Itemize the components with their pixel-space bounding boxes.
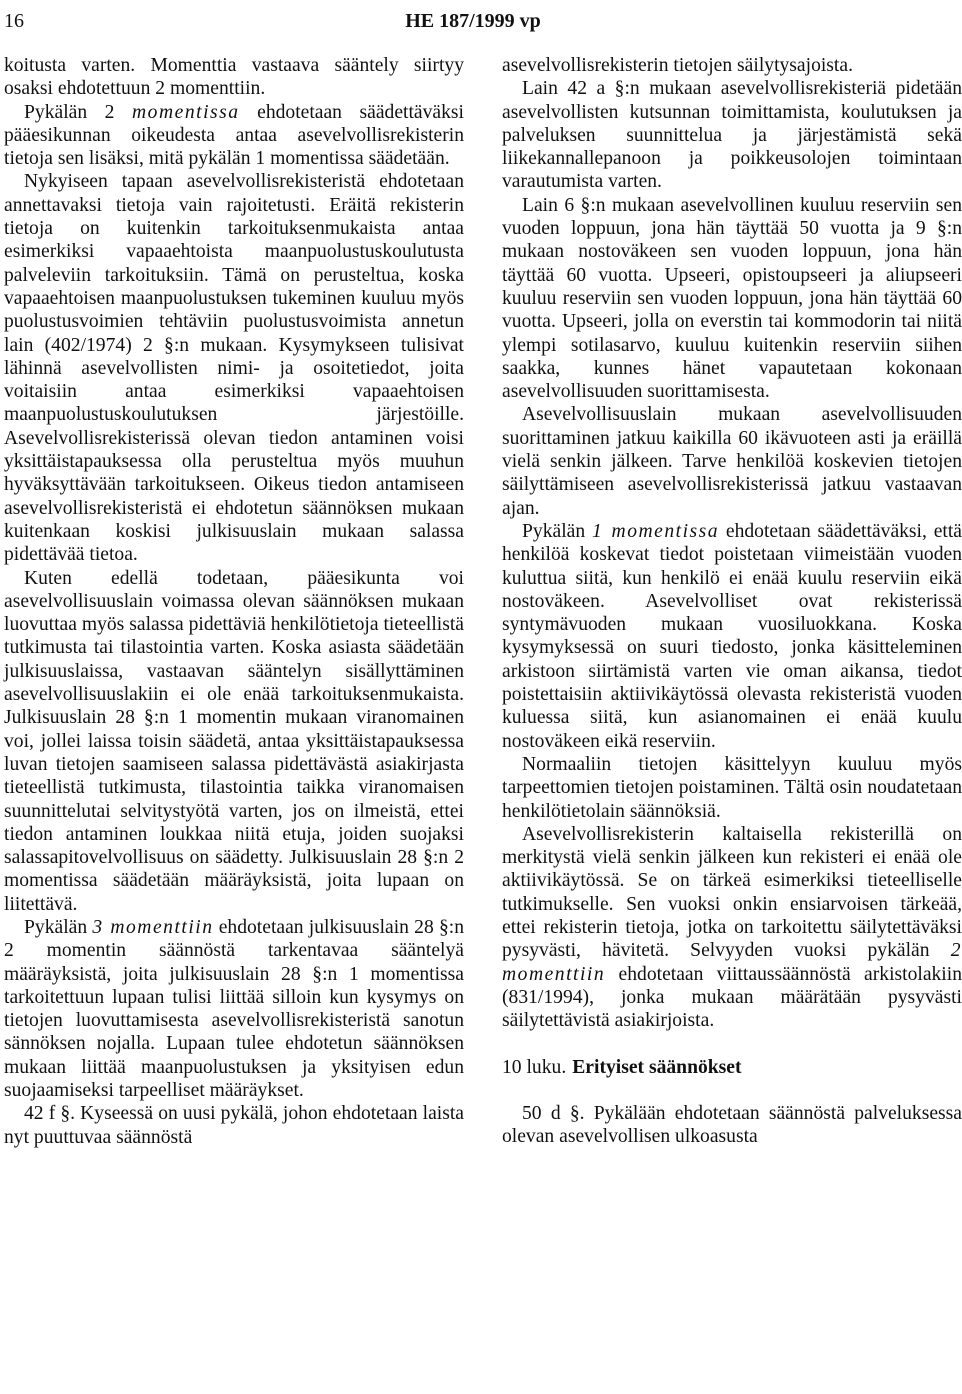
paragraph: asevelvollisrekisterin tietojen säilytysajoista. [502, 55, 853, 76]
chapter-number: 10 luku. [502, 1057, 567, 1079]
paragraph: Lain 42 a §:n mukaan asevelvollisrekisteriä pidetään asevelvollisten kutsunnan toimittamista, koulutuksen ja palveluksen suunnittelua ja järjestämistä sekä liikekannallepanoon ja poikkeusolojen toimintaan varautumista varten. [502, 78, 962, 193]
paragraph: Asevelvollisuuslain mukaan asevelvollisuuden suorittaminen jatkuu kaikilla 60 ikävuoteen asti ja eräillä vielä senkin jälkeen. Tarve henkilöä koskevien tietojen säilyttämiseen asevelvollisrekisterissä jatkuu vastaavan ajan. [502, 404, 962, 519]
paragraph: 50 d §. Pykälään ehdotetaan säännöstä palveluksessa olevan asevelvollisen ulkoasusta [502, 1102, 962, 1148]
paragraph: Lain 6 §:n mukaan asevelvollinen kuuluu reserviin sen vuoden loppuun, jona hän täyttää 50 vuotta ja 9 §:n mukaan nostoväkeen sen vuoden loppuun, jona hän täyttää 60 vuotta. Upseeri, opistoupseeri ja aliupseeri kuuluu reserviin sen vuoden loppuun, jona hän täyttää 60 vuotta. Upseeri, jolla on everstin tai kommodorin tai niitä ylempi sotilasarvo, kuuluu kuitenkin reserviin siihen saakka, kunnes hänet vapautetaan kokonaan asevelvollisuuden suorittamisesta. [502, 194, 962, 403]
paragraph [4, 101, 464, 171]
right-column [502, 54, 962, 1148]
paragraph [502, 823, 962, 1033]
chapter-heading [502, 1056, 962, 1079]
emphasis: 3 momenttiin [92, 916, 214, 938]
text-run: ehdotetaan säädettäväksi, että henkilöä koskevat tiedot poistetaan viimeistään vuoden kuluttua siitä, kun henkilö ei enää kuulu reserviin eikä nostoväkeen. Asevelvolliset ovat rekisterissä syntymävuoden mukaan vuosiluokkana. Koska kysymyksessä on suuri tiedosto, jonka käsitteleminen arkistoon siirtämistä varten vie oman aikansa, tiedot poistettaisiin aktiivikäytössä olevasta rekisteristä vuoden kuluessa siitä, kun asianomainen ei enää kuulu nostoväkeen eikä reserviin. [502, 520, 962, 752]
paragraph [4, 916, 464, 1102]
emphasis: momentissa [132, 101, 240, 123]
paragraph: 42 f §. Kyseessä on uusi pykälä, johon ehdotetaan laista nyt puuttuvaa säännöstä [4, 1103, 464, 1148]
page-number: 16 [4, 10, 24, 32]
text-run: ehdotetaan säädettäväksi pääesikunnan oikeudesta antaa asevelvollisrekisterin tietoja sen lisäksi, mitä pykälän 1 momentissa säädetään. [4, 101, 464, 170]
text-run: ehdotetaan julkisuuslain 28 §:n 2 momentin säännöstä tarkentavaa sääntelyä määräyksistä, joita julkisuuslain 28 §:n 1 momentissa tarkoitettuun lupaan tulisi liittää silloin kun kysymys on tietojen luovuttamisesta asevelvollisrekisteristä sanotun sännöksen nojalla. Lupaan tulee ehdotetun säännöksen mukaan liittää maanpuolustuksen ja yksityisen edun suojaamiseksi tarpeelliset määräykset. [4, 916, 464, 1102]
emphasis: 2 momenttiin [502, 940, 962, 985]
text-run: Asevelvollisrekisterin kaltaisella rekisterillä on merkitystä vielä senkin jälkeen kun rekisteri ei enää ole aktiivikäytössä. Se on tärkeä esimerkiksi tieteelliselle tutkimukselle. Sen vuoksi onkin ensiarvoisen tärkeää, ettei rekisterin tietoja, jotka on tarkoitettu säilytettäväksi pysyvästi, hävitetä. Selvyyden vuoksi pykälän [502, 823, 962, 962]
paragraph [502, 520, 962, 753]
text-run: Pykälän 2 [24, 101, 133, 123]
paragraph: Kuten edellä todetaan, pääesikunta voi asevelvollisuuslain voimassa olevan säännöksen mukaan luovuttaa myös salassa pidettäviä henkilötietoja tieteellistä tutkimusta tai tilastointia varten. Koska asiasta säädetään julkisuuslaissa, vastaavan sääntelyn sisällyttäminen asevelvollisuuslakiin ei ole enää tarkoituksenmukaista. Julkisuuslain 28 §:n 1 momentin mukaan viranomainen voi, jollei laissa toisin säädetä, antaa yksittäistapauksessa luvan tietojen saamiseen salassa pidettävästä asiakirjasta tieteellistä tutkimusta, tilastointia taikka viranomaisen suunnittelutai selvitystyötä varten, jos on ilmeistä, ettei tiedon antaminen loukkaa niitä etuja, joiden suojaksi salassapitovelvollisuus on säädetty. Julkisuuslain 28 §:n 2 momentissa säädetään määräyksistä, joita lupaan on liitettävä. [4, 567, 464, 915]
left-column [4, 54, 464, 1149]
page-header [0, 10, 946, 46]
text-run: Pykälän [522, 520, 592, 542]
chapter-title: Erityiset säännökset [572, 1057, 742, 1079]
paragraph: Normaaliin tietojen käsittelyyn kuuluu myös tarpeettomien tietojen poistaminen. Tältä osin noudatetaan henkilötietolain säännöksiä. [502, 753, 962, 822]
document-id: HE 187/1999 vp [405, 10, 541, 32]
paragraph: koitusta varten. Momenttia vastaava sääntely siirtyy osaksi ehdotettuun 2 momenttiin. [4, 55, 464, 100]
emphasis: 1 momentissa [591, 520, 720, 542]
text-run: ehdotetaan viittaussäännöstä arkistolakiin (831/1994), jonka mukaan määrätään pysyvästi säilytettävistä asiakirjoista. [502, 963, 962, 1032]
text-run: Pykälän [24, 916, 93, 938]
paragraph: Nykyiseen tapaan asevelvollisrekisteristä ehdotetaan annettavaksi tietoja vain rajoitetusti. Eräitä rekisterin tietoja on kuitenkin tarkoituksenmukaista antaa esimerkiksi vapaaehtoista maanpuolustuskoulutusta palveleviin tarkoituksiin. Tämä on perusteltua, koska vapaaehtoisen maanpuolustuksen tukeminen kuuluu myös puolustusvoimien tehtäviin puolustusvoimista annetun lain (402/1974) 2 §:n mukaan. Kysymykseen tulisivat lähinnä asevelvollisten nimi- ja osoitetiedot, joita voitaisiin antaa esimerkiksi vapaaehtoisen maanpuolustuskoulutuksen järjestöille. Asevelvollisrekisterissä olevan tiedon antaminen voisi yksittäistapauksessa olla perusteltua myös muuhun hyväksyttävään tarkoitukseen. Oikeus tiedon antamiseen asevelvollisrekisteristä ei ehdotetun säännöksen mukaan kuitenkaan koskisi julkisuuslain mukaan salassa pidettävää tietoa. [4, 171, 464, 566]
